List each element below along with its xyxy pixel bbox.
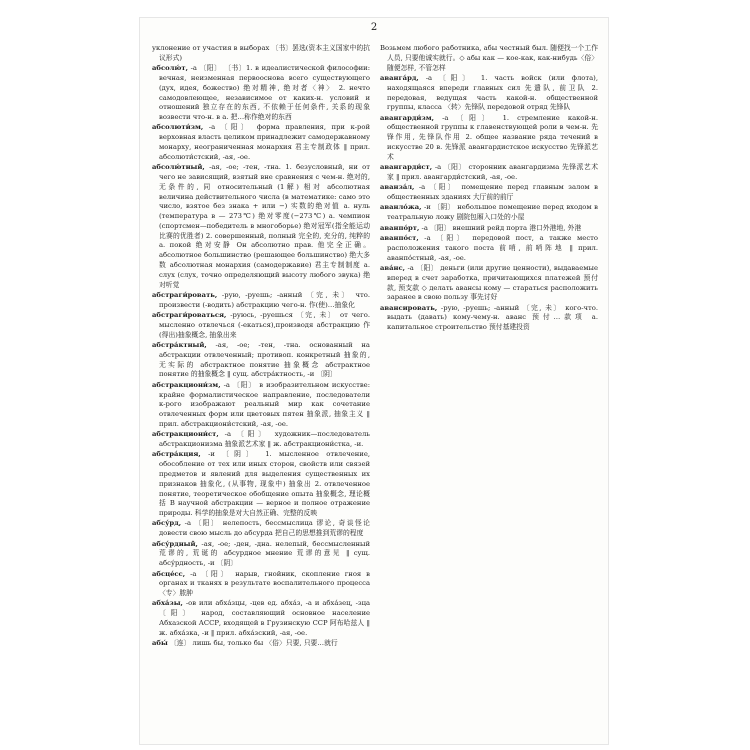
dictionary-entry (152, 450, 370, 518)
entry-grammar: -а 〔阳〕 (208, 123, 252, 132)
entry-grammar: -а 〔阳〕 (190, 64, 222, 73)
entry-definition: от чего. мысленно отвлечься (-екаться),производя абстракцию 作(得出)抽象概念, 抽象出来 (159, 311, 370, 339)
dictionary-entry (152, 64, 370, 123)
entry-headword: абсу́рдный, (152, 539, 198, 548)
dictionary-entry (380, 114, 598, 163)
dictionary-entry (380, 203, 598, 223)
page-number: 2 (370, 22, 378, 33)
entry-definition: 1. мысленное отвлечение, обособление от тех или иных сторон, свойств или связей предметов и явлений для выделения существенных их признаков 抽象化, (从事物, 现象中) 抽象出 2. отвлеченное понятие, теоретическое обобщение опыта 抽象概念, 理论概括 В научной абстракции — верное и полное отражение природы. 科学的抽象是对大自然正确、完整的反映 (159, 450, 370, 518)
dictionary-entry (152, 570, 370, 599)
entry-definition: ед. абха́з, -а и абха́зец, -зца 〔阳〕 народ, составляющий основное население Абхазской АССР, входящей в Грузинскую ССР 阿布哈兹人 ‖ ж. абха́зка, -и ‖ прил. абха́зский, -ая, -ое. (159, 599, 370, 637)
entry-definition: лишь бы, только бы 〈俗〉只要, 只要…就行 (192, 639, 338, 648)
entry-grammar: -а 〔阳〕 (223, 380, 257, 389)
entry-grammar: -а 〔阳〕 (442, 113, 495, 122)
entry-definition: 1. безусловный, ни от чего не зависящий, взятый вне сравнения с чем-н. 绝对的, 无条件的, 同 относительный (1解) 相对 абсолютная величина действительного числа (в математике: само это число, взятое без знака + или −) 实数的绝对值 а. нуль (температура в — 273℃) 绝对零度(−273℃) а. чемпион (спортсмен—победитель в многоборье) 绝对冠军(指全能运动比赛的优胜者) 2. совершенный, полный 完全的, 充分的, 纯粹的 а. покой 绝对安静 Он абсолютно прав. 他完全正确。абсолютное большинство (решающее большинство) 绝大多数 абсолютная монархия (самодержавие) 君主专制制度 а. слух (слух, точно определяющий высоту любого звука) 绝对听觉 (159, 163, 370, 289)
entry-definition: помещение перед главным залом в общественных зданиях 大厅前的前厅 (387, 183, 598, 202)
entry-headword: абстракциони́зм, (152, 380, 221, 389)
entry-grammar: -ов или абха́зцы, -цев (185, 599, 265, 608)
entry-headword: абстраги́роваться, (152, 311, 227, 320)
entry-grammar: -а 〔阳〕 (425, 73, 474, 82)
dictionary-entry (380, 183, 598, 203)
dictionary-entry (380, 264, 598, 303)
dictionary-entry (152, 311, 370, 340)
entry-headword: абстра́ктный, (152, 341, 207, 349)
entry-definition: 1. часть войск (или флота), находящаяся впереди главных сил 先遣队, 前卫队 2. передовая, ведущая часть какой-н. общественной группы, класса 〈转〉先锋队 передовой отряд 先锋队 (387, 73, 598, 112)
entry-headword: абсце́сс, (152, 569, 186, 578)
entry-headword: абха́зы, (152, 599, 183, 608)
entry-headword: абстраги́ровать, (152, 290, 218, 299)
entry-headword: абсолю́тный, (152, 163, 205, 172)
entry-grammar: -рую, -руешь; -анный 〔完, 未〕 (440, 303, 562, 312)
entry-grammar: -ая, -ое; -тен, -тна. (209, 163, 281, 172)
entry-definition: форма правления, при к-рой верховная власть целиком принадлежит самодержавному монарху, неограниченная монархия 君主专制政体 ‖ прил. абсолюти́стский, -ая, -ое. (159, 123, 370, 161)
dictionary-entry (152, 519, 370, 539)
dictionary-entry (152, 599, 370, 638)
dictionary-entry (380, 234, 598, 263)
entry-grammar: 〔连〕 (169, 639, 191, 648)
entry-headword: аванга́рд, (380, 73, 419, 82)
entry-headword: абы́ (152, 639, 168, 648)
entry-grammar: -а 〔阳〕 (407, 263, 438, 272)
entry-definition: 1. стремление какой-н. общественной группы к главенствующей роли в чем-н. 先锋作用, 先锋队作用 2. общее название ряда течений в искусстве 20 в. 先锋派 авангардистское искусство 先锋派艺术 (387, 113, 598, 161)
entry-grammar: -а 〔阳〕 (424, 234, 467, 242)
dictionary-entry (380, 224, 598, 234)
entry-grammar: -рую, -руешь; -анный 〔完, 未〕 (221, 290, 351, 299)
entry-headword: абсолю́т, (152, 64, 188, 73)
entry-grammar: -а 〔阳〕 (184, 519, 220, 528)
entry-definition: художник—последователь абстракционизма 抽象派艺术家 ‖ ж. абстракциони́стка, -и. (159, 430, 370, 448)
entry-grammar: -ая, -ое; -тен, -тна. (215, 341, 301, 349)
entry-definition: основанный на абстракции отвлеченный; противоп. конкретный 抽象的, 无实际的 абстрактное понятие 抽象概念 абстрактное понятие 的抽象概念 ‖ сущ. абстра́ктность, -и 〔阴〕 (159, 341, 370, 379)
entry-grammar: -руюсь, -руешься 〔完, 未〕 (230, 311, 337, 320)
entry-headword: абсолюти́зм, (152, 123, 204, 132)
entry-definition: уклонение от участия в выборах 〔书〕罢选(资本主义国家中的抗议形式) (152, 44, 370, 62)
entry-headword: аванза́л, (380, 183, 415, 192)
entry-headword: абстракциони́ст, (152, 430, 219, 439)
entry-definition: что. произвести (-водить) абстракцию чего-н. 作(使)…抽象化 (159, 290, 370, 309)
entry-definition: в изобразительном искусстве: крайне формалистическое направление, последователи к-рого изображают реальный мир как сочетание отвлеченных форм или цветовых пятен 抽象派, 抽象主义 ‖ прил. абстракциони́стский, -ая, -ое. (159, 380, 370, 428)
entry-headword: авангарди́ст, (380, 163, 433, 172)
dictionary-entry (152, 44, 370, 64)
entry-headword: ава́нс, (380, 263, 406, 272)
entry-definition: передовой пост, а также место расположения такого поста 前哨, 前哨阵地 ‖ прил. аванпо́стный, -ая, -ое. (387, 234, 598, 262)
dictionary-entry (380, 74, 598, 113)
right-column (380, 44, 598, 738)
entry-headword: аванпо́ст, (380, 234, 419, 242)
dictionary-entry (152, 163, 370, 290)
dictionary-entry (380, 44, 598, 73)
entry-grammar: -а 〔阳〕 (418, 183, 457, 192)
dictionary-entry (152, 430, 370, 450)
entry-definition: деньги (или другие ценности), выдаваемые вперед в счет заработка, причитающихся платежей 预付款, 预支款 ◇ делать авансы кому — стараться расположить заранее в свою пользу 事先讨好 (387, 263, 598, 302)
entry-headword: авангарди́зм, (380, 113, 435, 122)
dictionary-entry (152, 341, 370, 380)
entry-headword: авансировать, (380, 303, 438, 312)
entry-grammar: -и 〔阴〕 (208, 450, 258, 459)
entry-definition: внешний рейд порта 港口外港地, 外港 (452, 223, 582, 232)
dictionary-entry (152, 123, 370, 162)
dictionary-entry (152, 540, 370, 569)
entry-grammar: -а 〔阳〕 (421, 223, 451, 232)
entry-grammar: -и 〔阴〕 (423, 203, 455, 212)
entry-grammar: -а 〔阳〕 (434, 163, 466, 172)
dictionary-page (140, 18, 608, 744)
entry-headword: абстра́кция, (152, 450, 201, 459)
entry-headword: аванпо́рт, (380, 223, 420, 232)
entry-definition: 〔书〕1. в идеалистической философии: вечная, неизменная первооснова всего существующего (дух, идея, божество) 绝对精神, 绝对者〈神〉 2. нечто самодовлеющее, независимое от каких-н. условий и отношений 独立存在的东西, 不依赖于任何条件, 关系的现象 возвести что-н. в а. 把…称作绝对的东西 (159, 64, 370, 122)
dictionary-entry (380, 304, 598, 333)
left-column (152, 44, 370, 738)
entry-definition: нарыв, гнойник, скопление гноя в органах и тканях в результате воспалительного процесса 〈专〉脓肿 (159, 569, 370, 598)
dictionary-entry (152, 291, 370, 311)
entry-definition: Возьмем любого работника, абы честный был. 随便找一个工作人员, 只要他诚实就行。◇ абы как — кое-как, как-нибудь〈俗〉随便怎样, 不管怎样 (380, 44, 598, 72)
entry-headword: аванло́жа, (380, 203, 422, 212)
dictionary-entry (152, 381, 370, 430)
dictionary-entry (152, 639, 370, 649)
entry-grammar: -а 〔阳〕 (224, 430, 269, 439)
entry-headword: абсу́рд, (152, 519, 182, 528)
entry-grammar: -а 〔阳〕 (190, 569, 231, 578)
entry-grammar: -ая, -ое; -ден, -дна. (201, 539, 272, 548)
dictionary-entry (380, 163, 598, 183)
entry-definition: кого-что. выдать (давать) кому-чему-н. аванс 预付…款项 а. капитальное строительство 预付基建投资 (387, 303, 598, 332)
entry-definition: нелепый, бессмысленный 荒谬的, 荒诞的 абсурдное мнение 荒谬的意见 ‖ сущ. абсу́рдность, -и 〔阴〕 (159, 539, 370, 568)
entry-definition: небольшое помещение перед входом в театральную ложу 剧院包厢入口处的小屋 (387, 203, 598, 222)
entry-definition: сторонник авангардизма 先锋派艺术家 ‖ прил. авангарди́стский, -ая, -ое. (387, 163, 598, 181)
entry-definition: нелепость, бессмыслица 谬论, 奇谈怪论 довести свою мысль до абсурда 把自己的思想推到荒谬的程度 (159, 519, 370, 538)
